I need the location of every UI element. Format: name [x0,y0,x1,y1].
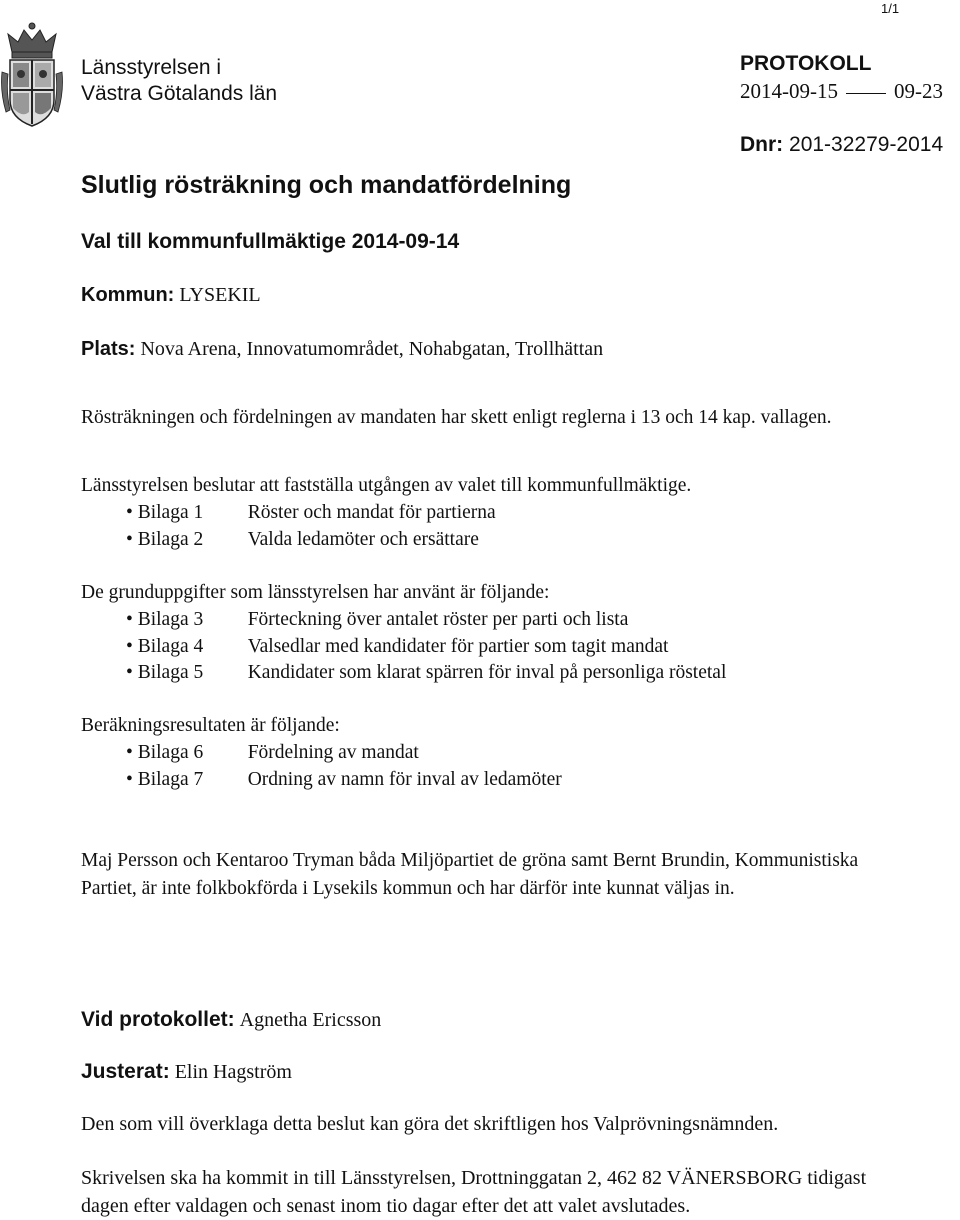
bilaga-label: Bilaga 4 [137,636,204,657]
bilaga-label: Bilaga 5 [137,662,204,683]
list-item-bilaga-7: • Bilaga 7 Ordning av namn för inval av ledamöter [126,769,562,790]
list-item-bilaga-2: • Bilaga 2 Valda ledamöter och ersättare [126,529,479,550]
agency-name-line2: Västra Götalands län [81,82,278,105]
bilaga-text: Valsedlar med kandidater för partier som tagit mandat [247,636,669,657]
coat-of-arms-icon [0,22,64,128]
dnr-value: 201-32279-2014 [789,133,944,156]
justerat-line [81,1060,292,1084]
paragraph-overklaga: Den som vill överklaga detta beslut kan göra det skriftligen hos Valprövningsnämnden. [81,1113,779,1135]
bilaga-label: Bilaga 2 [137,529,204,550]
page-number: 1/1 [881,1,900,16]
election-subtitle: Val till kommunfullmäktige 2014-09-14 [81,230,460,253]
list-item-bilaga-1: • Bilaga 1 Röster och mandat för partierna [126,502,496,523]
justerat-value: Elin Hagström [174,1061,292,1083]
paragraph-rostrakning: Rösträkningen och fördelningen av mandaten har skett enligt reglerna i 13 och 14 kap. vallagen. [81,407,832,428]
kommun-line [81,284,261,307]
bilaga-label: Bilaga 1 [137,502,204,523]
protocol-date: 2014-09-15 [740,79,838,103]
kommun-value: LYSEKIL [179,284,261,306]
date-time-dash [846,93,886,94]
kommun-label: Kommun: [81,284,175,306]
list-item-bilaga-6: • Bilaga 6 Fördelning av mandat [126,742,419,763]
agency-name-line1: Länsstyrelsen i [81,56,222,79]
paragraph-berakning: Beräkningsresultaten är följande: [81,715,340,736]
dnr-label: Dnr: [740,133,784,156]
protocol-date-time [740,79,943,104]
bilaga-text: Kandidater som klarat spärren för inval på personliga röstetal [247,662,727,683]
bilaga-label: Bilaga 7 [137,769,204,790]
vid-protokollet-label: Vid protokollet: [81,1008,235,1031]
plats-line [81,338,603,361]
bilaga-label: Bilaga 6 [137,742,204,763]
plats-label: Plats: [81,338,136,360]
list-item-bilaga-5: • Bilaga 5 Kandidater som klarat spärren för inval på personliga röstetal [126,662,727,683]
bilaga-label: Bilaga 3 [137,609,204,630]
diary-number [740,133,943,157]
vid-protokollet-line [81,1008,381,1032]
bilaga-text: Förteckning över antalet röster per parti och lista [247,609,629,630]
list-item-bilaga-3: • Bilaga 3 Förteckning över antalet röster per parti och lista [126,609,629,630]
bilaga-text: Valda ledamöter och ersättare [247,529,479,550]
paragraph-grunduppgifter: De grunduppgifter som länsstyrelsen har använt är följande: [81,582,550,603]
plats-value: Nova Arena, Innovatumområdet, Nohabgatan, Trollhättan [140,338,604,360]
protocol-title: PROTOKOLL [740,52,872,75]
bilaga-text: Röster och mandat för partierna [247,502,496,523]
paragraph-beslut: Länsstyrelsen beslutar att fastställa utgången av valet till kommunfullmäktige. [81,475,692,496]
vid-protokollet-value: Agnetha Ericsson [239,1009,382,1031]
paragraph-skrivelsen: Skrivelsen ska ha kommit in till Länsstyrelsen, Drottninggatan 2, 462 82 VÄNERSBORG tidigast dagen efter valdagen och senast inom tio dagar efter det att valet avslutades. [81,1167,867,1217]
paragraph-folkbokforda: Maj Persson och Kentaroo Tryman båda Miljöpartiet de gröna samt Bernt Brundin, Kommunistiska Partiet, är inte folkbokförda i Lysekils kommun och har därför inte kunnat väljas in. [81,850,859,899]
protocol-time: 09-23 [894,79,943,103]
justerat-label: Justerat: [81,1060,170,1083]
list-item-bilaga-4: • Bilaga 4 Valsedlar med kandidater för partier som tagit mandat [126,636,669,657]
bilaga-text: Ordning av namn för inval av ledamöter [247,769,562,790]
page-title: Slutlig rösträkning och mandatfördelning [81,171,572,199]
bilaga-text: Fördelning av mandat [247,742,419,763]
